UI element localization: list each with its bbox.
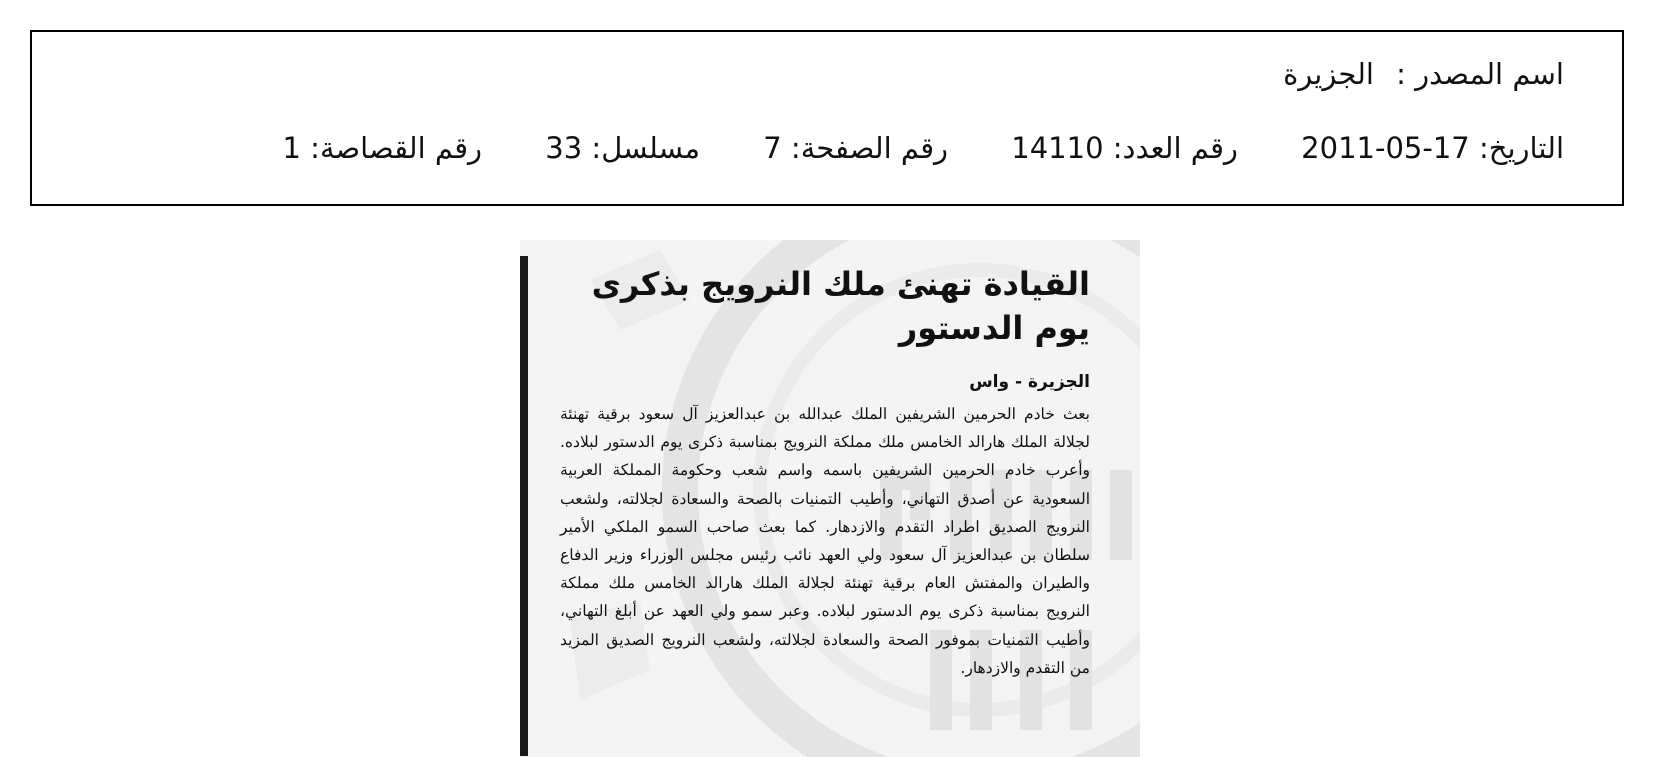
clip-number-field: رقم القصاصة: 1 <box>282 131 483 165</box>
date-field: التاريخ: 17-05-2011 <box>1301 131 1564 165</box>
article-headline: القيادة تهنئ ملك النرويج بذكرى يوم الدستور <box>591 265 1090 347</box>
article <box>560 262 1090 682</box>
article-byline: الجزيرة - واس <box>969 372 1090 392</box>
source-label: اسم المصدر : <box>1396 57 1564 91</box>
source-row <box>1283 56 1564 92</box>
newspaper-clipping <box>520 240 1140 757</box>
details-row <box>283 130 1564 166</box>
article-body: بعث خادم الحرمين الشريفين الملك عبدالله بن عبدالعزيز آل سعود برقية تهنئة لجلالة الملك هارالد الخامس ملك مملكة النرويج بمناسبة ذكرى يوم الدستور لبلاده. وأعرب خادم الحرمين الشريفين باسمه واسم شعب وحكومة المملكة العربية السعودية عن أصدق التهاني، وأطيب التمنيات بالصحة والسعادة لجلالته، ولشعب النرويج الصديق اطراد التقدم والازدهار. كما بعث صاحب السمو الملكي الأمير سلطان بن عبدالعزيز آل سعود ولي العهد نائب رئيس مجلس الوزراء وزير الدفاع والطيران والمفتش العام برقية تهنئة لجلالة الملك هارالد الخامس ملك مملكة النرويج بمناسبة ذكرى يوم الدستور لبلاده. وعبر سمو ولي العهد عن أبلغ التهاني، وأطيب التمنيات بموفور الصحة والسعادة لجلالته، ولشعب النرويج الصديق المزيد من التقدم والازدهار. <box>560 405 1090 677</box>
page-field: رقم الصفحة: 7 <box>763 131 949 165</box>
source-value: الجزيرة <box>1283 57 1374 91</box>
metadata-box <box>30 30 1624 206</box>
serial-field: مسلسل: 33 <box>545 131 701 165</box>
clipping-column-rule <box>520 256 528 756</box>
issue-field: رقم العدد: 14110 <box>1011 131 1238 165</box>
